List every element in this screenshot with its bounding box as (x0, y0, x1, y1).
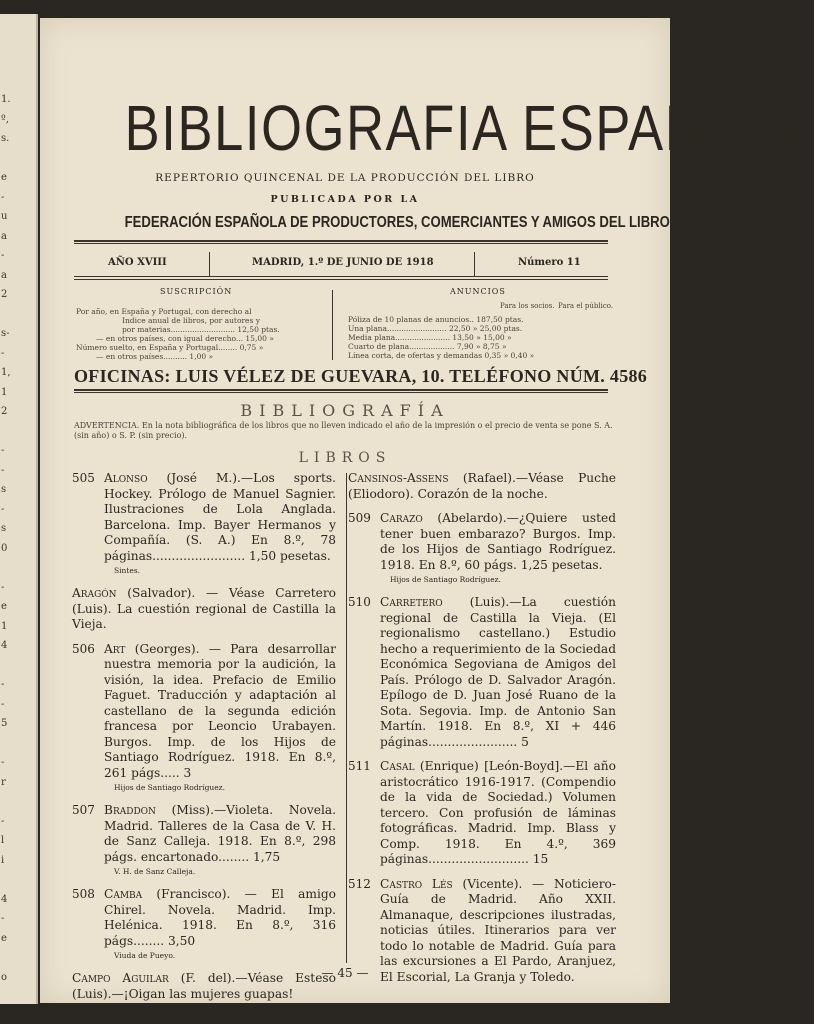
bibliography-entry (72, 803, 336, 878)
left-page-edge (0, 14, 38, 1004)
offices-line: OFICINAS: LUIS VÉLEZ DE GUEVARA, 10. TELÉFONO NÚM. 4586 (74, 366, 648, 386)
bibliography-entry (348, 759, 616, 868)
bibliography-entry (72, 641, 337, 795)
left-page-fragment: 1. (1, 94, 11, 105)
left-page-fragment: - (1, 757, 5, 768)
subscription-line: Por año, en España y Portugal, con derecho al (76, 307, 252, 316)
left-page-fragment: 1 (1, 386, 8, 398)
ads-col-a: Para los socios. (500, 302, 555, 310)
entry-author: Cansinos-Assens (348, 471, 463, 485)
bibliography-entry (348, 511, 616, 586)
ads-line: Cuarto de plana................... 7,90 » 8,75 » (348, 342, 507, 351)
subscription-line: Indice anual de libros, por autores y (122, 316, 260, 325)
entry-text: (F. del).—Véase Esteso (Luis).—¡Oigan las mujeres guapas! (72, 971, 336, 1001)
page-number: — 45 — (321, 966, 369, 980)
left-page-fragment: - (1, 191, 5, 203)
bibliography-entry (348, 471, 617, 502)
entry-number: 511 (348, 759, 371, 773)
entry-text: (Rafael).—Véase Puche (Eliodoro). Corazón de la noche. (348, 471, 617, 501)
subscription-line: Número suelto, en España y Portugal........ 0,75 » (76, 343, 264, 352)
left-page-fragment: 1 (1, 620, 8, 632)
ads-line: Una plana......................... 22,50 » 25,00 ptas. (348, 324, 523, 333)
ads-line: Media plana....................... 13,50 » 15,00 » (348, 333, 512, 342)
entry-publisher: Hijos de Santiago Rodríguez. (390, 575, 502, 584)
entry-text: (Abelardo).—¿Quiere usted tener buen embarazo? Burgos. Imp. de los Hijos de Santiago Rodríguez. 1918. En 8.º, 60 págs. 1,25 pesetas. (380, 511, 616, 572)
left-page-fragment: 4 (1, 893, 8, 905)
entry-number: 509 (348, 511, 371, 525)
entry-publisher: Viuda de Pueyo. (114, 951, 176, 960)
left-page-fragment: - (1, 913, 5, 924)
left-page-fragment: l (1, 835, 5, 846)
ads-block (348, 315, 534, 360)
entry-number: 512 (348, 876, 371, 891)
entry-text: (Miss).—Violeta. Novela. Madrid. Talleres de la Casa de V. H. de Sanz Calleja. 1918. En 8.º, 298 págs. encartonado........ 1,75 (104, 803, 336, 864)
entry-publisher: Sintes. (114, 566, 141, 575)
entry-text: (Salvador). — Véase Carretero (Luis). La cuestión regional de Castilla la Vieja. (72, 586, 336, 631)
left-page-fragment: e (1, 601, 7, 612)
divider (74, 240, 608, 242)
entry-text: (Georges). — Para desarrollar nuestra memoria por la audición, la visión, la idea. Prefacio de Emilio Faguet. Traducción y adaptación al castellano de la segunda edición francesa por Leoncio Urabayen. Burgos. Imp. de los Hijos de Santiago Rodríguez. 1918. En 8.º, 261 págs..... 3 (104, 641, 337, 780)
entry-author: Art (104, 641, 135, 656)
divider (74, 392, 608, 393)
left-page-fragment: r (1, 776, 6, 788)
entry-text: (Luis).—La cuestión regional de Castilla la Vieja. (El regionalismo castellano.) Estudio hecho a requerimiento de la Sociedad Económica Segoviana de Amigos del País. Prólogo de D. Salvador Aragón. Epílogo de D. Juan José Ruano de la Sota. Segovia. Imp. de Antonio San Martín. 1918. En 8.º, XI + 446 páginas....................... 5 (380, 595, 616, 749)
left-page-fragment: - (1, 815, 5, 827)
left-page-fragment: 2 (1, 289, 8, 300)
entry-author: Carazo (380, 511, 438, 525)
divider (332, 290, 333, 360)
section-title: BIBLIOGRAFÍA (240, 401, 450, 420)
left-page-fragment: - (1, 679, 5, 690)
divider (74, 243, 608, 244)
left-page-fragment: o (1, 971, 8, 983)
entry-author: Casal (380, 759, 420, 773)
left-page-fragment: - (1, 464, 5, 476)
bibliography-entry (348, 595, 616, 750)
divider (74, 279, 608, 280)
entry-number: 505 (72, 471, 95, 485)
year-label: AÑO XVIII (108, 257, 167, 268)
left-page-fragment: 4 (1, 640, 8, 651)
entry-number: 508 (72, 887, 95, 901)
left-page-fragment: u (1, 211, 8, 222)
advertencia: ADVERTENCIA. En la nota bibliográfica de los libros que no lleven indicado el año de la impresión o el precio de venta se pone S. A. (sin año) o S. P. (sin precio). (74, 421, 613, 440)
left-page-fragment: s- (1, 328, 10, 339)
subscription-line: — en otros países.......... 1,00 » (96, 352, 214, 361)
subscription-block (76, 307, 280, 361)
entry-author: Carretero (380, 595, 470, 609)
bibliography-entry (72, 887, 336, 962)
entry-text: (José M.).—Los sports. Hockey. Prólogo de Manuel Sagnier. Ilustraciones de Lola Anglada. Barcelona. Imp. Bayer Hermanos y Compañía. (S. A.) En 8.º, 78 páginas........................ 1,50 pesetas. (104, 471, 337, 563)
ads-line: Póliza de 10 planas de anuncios.. 187,50 ptas. (348, 315, 524, 324)
left-column (72, 471, 337, 1011)
entry-author: Braddon (104, 803, 172, 817)
entry-publisher: V. H. de Sanz Calleja. (114, 867, 196, 876)
issue-info-bar (74, 252, 608, 276)
left-page-fragment: - (1, 698, 5, 710)
column-divider (346, 473, 347, 963)
entry-author: Campo Aguilar (72, 971, 181, 985)
left-page-fragment: º, (1, 113, 9, 125)
divider (209, 252, 210, 276)
left-page-fragment: 0 (1, 542, 8, 554)
federation-name: FEDERACIÓN ESPAÑOLA DE PRODUCTORES, COMERCIANTES Y AMIGOS DEL LIBRO (124, 214, 670, 231)
entry-author: Aragón (72, 586, 128, 600)
entry-number: 510 (348, 595, 371, 609)
published-by: PUBLICADA POR LA (270, 194, 420, 205)
entry-number: 507 (72, 803, 95, 817)
divider (74, 276, 608, 277)
entry-publisher: Hijos de Santiago Rodríguez. (114, 783, 226, 792)
left-page-fragment: - (1, 250, 5, 261)
journal-title: BIBLIOGRAFIA ESPAÑOLA (124, 92, 814, 164)
entry-text: (Francisco). — El amigo Chirel. Novela. Madrid. Imp. Helénica. 1918. En 8.º, 316 págs........ 3,50 (104, 887, 336, 948)
entry-author: Castro Lés (380, 876, 463, 891)
entry-author: Alonso (104, 471, 167, 485)
entry-number: 506 (72, 641, 95, 656)
ads-col-b: Para el público. (558, 302, 614, 310)
divider (74, 389, 608, 391)
subscription-line: — en otros países, con igual derecho... 15,00 » (96, 334, 274, 343)
document-page (40, 18, 814, 1003)
ads-line: Línea corta, de ofertas y demandas 0,35 » 0,40 » (348, 351, 535, 360)
right-column (348, 471, 617, 994)
entry-text: (Vicente). — Noticiero-Guía de Madrid. Año XXII. Almanaque, descripciones ilustradas, noticias útiles. Itinerarios para ver todo lo notable de Madrid. Guía para las excursiones a El Pardo, Aranjuez, El Escorial, La Granja y Toledo. (380, 876, 616, 984)
left-page-fragment: - (1, 347, 5, 359)
left-page-fragment: i (1, 854, 5, 866)
left-page-fragment: e (1, 172, 7, 183)
left-page-fragment: a (1, 230, 7, 242)
issue-number: Número 11 (518, 257, 581, 268)
left-page-fragment: s (1, 523, 7, 534)
left-page-fragment: e (1, 932, 7, 944)
entry-author: Camba (104, 887, 157, 901)
bibliography-entry (72, 586, 336, 633)
issue-date: MADRID, 1.º DE JUNIO DE 1918 (252, 257, 434, 268)
left-page-fragment: - (1, 445, 5, 456)
journal-subtitle: REPERTORIO QUINCENAL DE LA PRODUCCIÓN DEL LIBRO (155, 172, 535, 184)
subscription-title: SUSCRIPCIÓN (160, 287, 233, 296)
left-page-fragment: s. (1, 133, 10, 144)
bibliography-entry (72, 471, 337, 577)
subsection-title: LIBROS (298, 450, 392, 466)
left-page-fragment: s (1, 484, 7, 495)
left-page-fragment: 5 (1, 718, 8, 729)
left-page-fragment: a (1, 269, 7, 281)
left-page-fragment: 2 (1, 406, 8, 417)
left-page-fragment: - (1, 503, 5, 515)
left-page-fragment: 1, (1, 367, 11, 378)
subscription-line: por materias........................... 12,50 ptas. (122, 325, 280, 334)
left-page-fragment: - (1, 581, 5, 593)
entry-text: (Enrique) [León-Boyd].—El año aristocrático 1916-1917. (Compendio de la vida de Sociedad.) Volumen tercero. Con profusión de láminas fotográficas. Madrid. Imp. Blass y Comp. 1918. En 4.º, 369 páginas.......................... 15 (380, 759, 616, 866)
divider (474, 252, 475, 276)
ads-title: ANUNCIOS (450, 287, 506, 296)
